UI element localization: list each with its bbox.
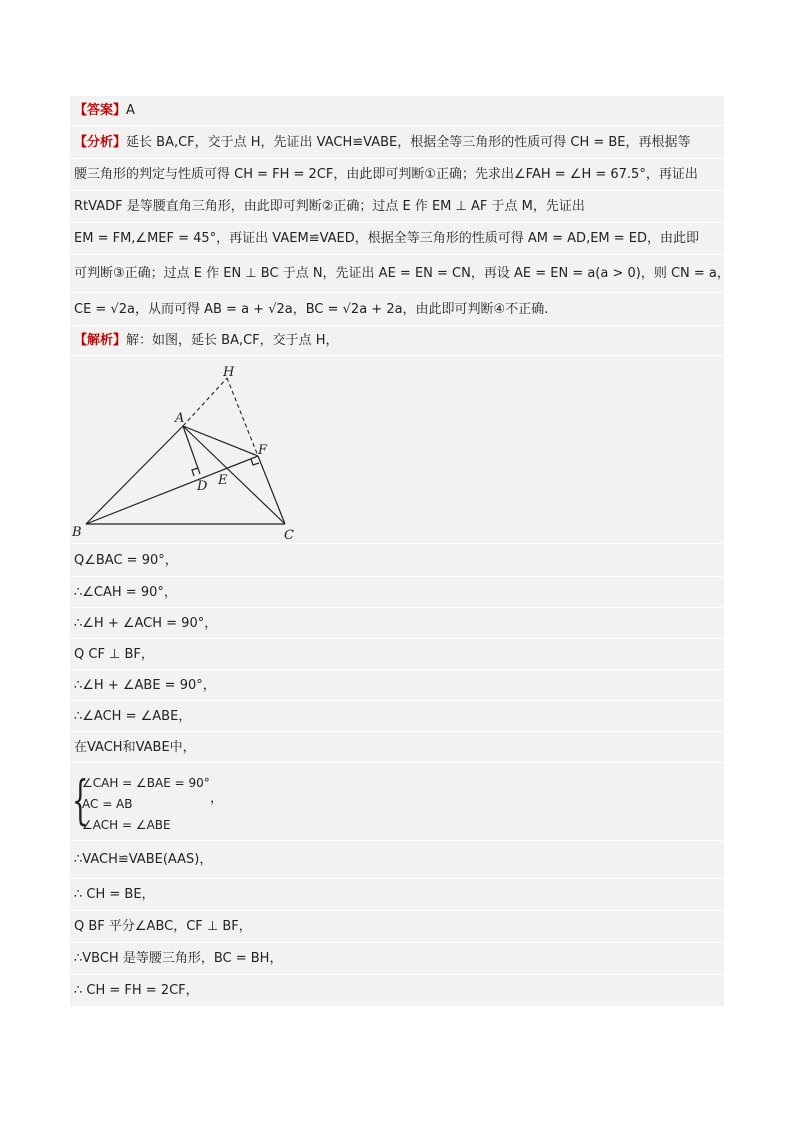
- analysis-text: 延长 BA,CF，交于点 H，先证出 VACH≌VABE，根据全等三角形的性质可得 CH = BE，再根据等: [126, 135, 691, 150]
- analysis-line-4: [70, 223, 724, 255]
- step-line: [70, 608, 724, 639]
- analysis-line-6: [70, 293, 724, 326]
- right-angle-F: [251, 459, 259, 465]
- analysis-text: CE = √2a，从而可得 AB = a + √2a，BC = √2a + 2a，由此即可判断④不正确.: [74, 302, 549, 317]
- label-A: A: [175, 411, 185, 426]
- conclusion-text: Q BF 平分∠ABC，CF ⊥ BF，: [74, 919, 252, 934]
- system-rows: [82, 773, 210, 836]
- step-text: Q CF ⊥ BF，: [74, 647, 154, 662]
- step-line: [70, 577, 724, 608]
- conclusion-text: ∴VACH≌VABE(AAS)，: [74, 852, 213, 867]
- step-line: [70, 732, 724, 763]
- analysis-tag: 【分析】: [74, 135, 127, 150]
- step-text: ∴∠ACH = ∠ABE，: [74, 709, 192, 724]
- system-row: ∠CAH = ∠BAE = 90°: [82, 776, 210, 790]
- step-text: Q∠BAC = 90°，: [74, 553, 178, 568]
- left-brace: {: [72, 771, 89, 831]
- analysis-line-5: [70, 255, 730, 293]
- step-text: ∴∠CAH = 90°，: [74, 585, 177, 600]
- segment-AF: [183, 426, 258, 456]
- analysis-line-3: [70, 191, 724, 223]
- conclusion-line: [70, 975, 724, 1007]
- answer-line: [70, 96, 724, 126]
- label-F: F: [258, 443, 268, 458]
- system-row: ∠ACH = ∠ABE: [82, 818, 171, 832]
- solution-intro: 解：如图，延长 BA,CF，交于点 H，: [126, 333, 339, 348]
- analysis-text: EM = FM,∠MEF = 45°，再证出 VAEM≌VAED，根据全等三角形的性质可得 AM = AD,EM = ED，由此即: [74, 231, 700, 246]
- label-B: B: [72, 525, 82, 540]
- step-text: 在VACH和VABE中，: [74, 740, 196, 755]
- segment-FC: [258, 456, 285, 524]
- solution-document: [70, 96, 730, 1007]
- system-suffix: ，: [210, 791, 224, 806]
- answer-tag: 【答案】: [74, 103, 127, 118]
- step-text: ∴∠H + ∠ACH = 90°，: [74, 616, 218, 631]
- step-line: [70, 639, 724, 670]
- analysis-text: 可判断③正确；过点 E 作 EN ⊥ BC 于点 N，先证出 AE = EN = CN，再设 AE = EN = a(a > 0)，则 CN = a，: [74, 266, 730, 281]
- dashed-HF: [227, 378, 258, 456]
- segment-BA: [86, 426, 183, 524]
- conclusion-line: [70, 879, 724, 911]
- analysis-text: RtVADF 是等腰直角三角形，由此即可判断②正确；过点 E 作 EM ⊥ AF 于点 M，先证出: [74, 199, 585, 214]
- label-H: H: [223, 365, 235, 380]
- segment-AC: [183, 426, 285, 524]
- dashed-AH: [183, 378, 227, 426]
- segment-AD: [183, 426, 200, 474]
- conclusion-line: [70, 943, 724, 975]
- analysis-line-2: [70, 159, 724, 191]
- segment-BF: [86, 456, 258, 524]
- triangle-figure: [70, 356, 330, 544]
- solution-tag: 【解析】: [74, 333, 127, 348]
- right-angle-D: [192, 468, 198, 476]
- conclusion-text: ∴ CH = BE，: [74, 887, 155, 902]
- figure-area: [70, 356, 724, 544]
- step-line: [70, 701, 724, 732]
- solution-intro-line: [70, 326, 724, 356]
- analysis-text: 腰三角形的判定与性质可得 CH = FH = 2CF，由此即可判断①正确；先求出∠FAH = ∠H = 67.5°，再证出: [74, 167, 698, 182]
- conclusion-text: ∴ CH = FH = 2CF，: [74, 983, 199, 998]
- analysis-line-1: [70, 126, 724, 159]
- system-row: AC = AB: [82, 797, 133, 811]
- step-line: [70, 544, 724, 577]
- conclusion-line: [70, 841, 724, 879]
- conclusion-line: [70, 911, 724, 943]
- conclusion-text: ∴VBCH 是等腰三角形，BC = BH，: [74, 951, 283, 966]
- label-D: D: [197, 479, 208, 494]
- label-C: C: [284, 528, 294, 543]
- answer-value: A: [126, 103, 135, 118]
- label-E: E: [218, 473, 228, 488]
- step-text: ∴∠H + ∠ABE = 90°，: [74, 678, 216, 693]
- step-line: [70, 670, 724, 701]
- equation-system: [70, 763, 724, 841]
